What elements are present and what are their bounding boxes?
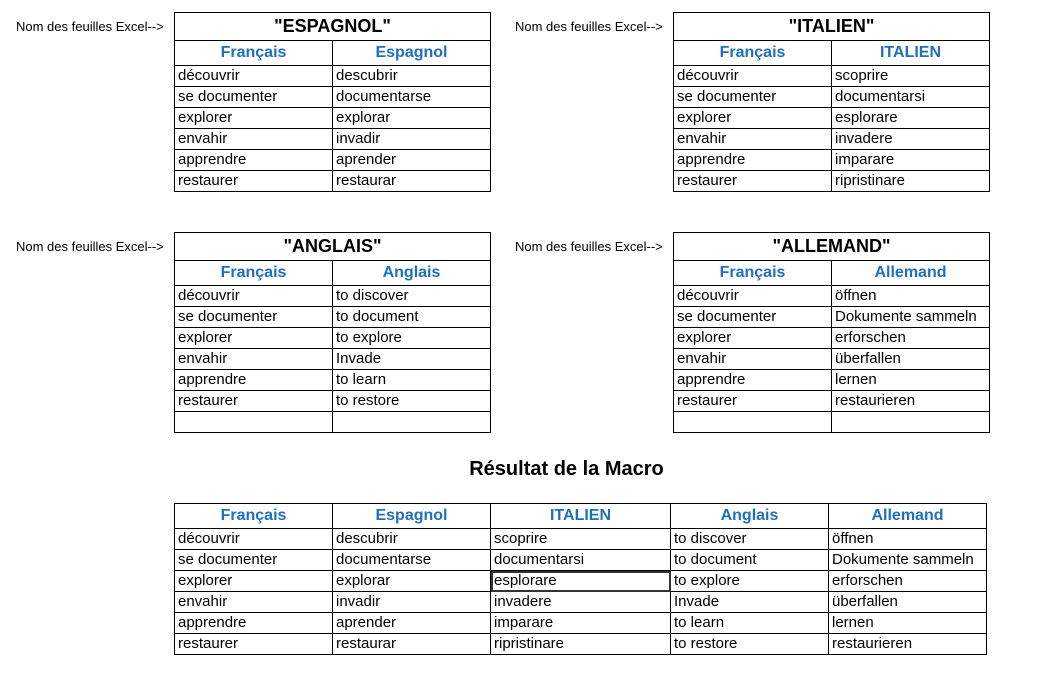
column-header[interactable]: ITALIEN bbox=[491, 504, 671, 529]
cell[interactable]: explorar bbox=[333, 108, 491, 129]
selected-cell[interactable]: esplorare bbox=[491, 571, 671, 592]
cell[interactable]: restaurer bbox=[674, 391, 832, 412]
table-row bbox=[175, 307, 491, 328]
cell[interactable]: erforschen bbox=[832, 328, 990, 349]
cell[interactable]: überfallen bbox=[832, 349, 990, 370]
column-header[interactable]: Français bbox=[674, 261, 832, 286]
table-row bbox=[674, 307, 990, 328]
cell[interactable]: to restore bbox=[671, 634, 829, 655]
cell[interactable]: envahir bbox=[674, 349, 832, 370]
cell[interactable]: invadir bbox=[333, 592, 491, 613]
cell[interactable] bbox=[674, 412, 832, 433]
table-row bbox=[674, 328, 990, 349]
column-header[interactable]: Français bbox=[175, 504, 333, 529]
table-row bbox=[175, 129, 491, 150]
column-header[interactable]: Français bbox=[175, 41, 333, 66]
table-row bbox=[674, 286, 990, 307]
cell[interactable]: découvrir bbox=[674, 286, 832, 307]
table-row bbox=[175, 592, 987, 613]
cell[interactable]: descubrir bbox=[333, 66, 491, 87]
cell[interactable]: to document bbox=[671, 550, 829, 571]
cell[interactable]: se documenter bbox=[175, 307, 333, 328]
table-row bbox=[674, 370, 990, 391]
cell[interactable]: se documenter bbox=[674, 307, 832, 328]
cell[interactable]: to learn bbox=[671, 613, 829, 634]
sheet-note-espagnol: Nom des feuilles Excel--> bbox=[16, 19, 164, 34]
cell[interactable]: imparare bbox=[832, 150, 990, 171]
cell[interactable]: explorer bbox=[674, 328, 832, 349]
cell[interactable]: envahir bbox=[175, 592, 333, 613]
column-header[interactable]: Allemand bbox=[829, 504, 987, 529]
cell[interactable]: to learn bbox=[333, 370, 491, 391]
table-row bbox=[674, 150, 990, 171]
table-row bbox=[674, 349, 990, 370]
cell[interactable]: documentarse bbox=[333, 87, 491, 108]
cell[interactable]: se documenter bbox=[175, 87, 333, 108]
table-row bbox=[175, 87, 491, 108]
table-row bbox=[175, 108, 491, 129]
column-header[interactable]: ITALIEN bbox=[832, 41, 990, 66]
cell[interactable] bbox=[175, 412, 333, 433]
table-italien bbox=[673, 12, 990, 192]
table-row bbox=[175, 328, 491, 349]
cell[interactable]: to discover bbox=[333, 286, 491, 307]
cell[interactable]: apprendre bbox=[175, 150, 333, 171]
cell[interactable]: esplorare bbox=[832, 108, 990, 129]
cell[interactable]: explorer bbox=[175, 328, 333, 349]
table-row bbox=[674, 171, 990, 192]
cell[interactable]: restaurar bbox=[333, 171, 491, 192]
table-row bbox=[175, 349, 491, 370]
table-result bbox=[174, 503, 987, 655]
column-header[interactable]: Espagnol bbox=[333, 41, 491, 66]
cell[interactable]: invadere bbox=[832, 129, 990, 150]
cell[interactable] bbox=[832, 412, 990, 433]
table-row bbox=[175, 550, 987, 571]
table-row bbox=[175, 391, 491, 412]
cell[interactable]: envahir bbox=[674, 129, 832, 150]
cell[interactable]: erforschen bbox=[829, 571, 987, 592]
cell[interactable]: documentarse bbox=[333, 550, 491, 571]
cell[interactable]: apprendre bbox=[175, 613, 333, 634]
cell[interactable]: scoprire bbox=[832, 66, 990, 87]
cell[interactable]: scoprire bbox=[491, 529, 671, 550]
table-anglais bbox=[174, 232, 491, 433]
cell[interactable]: imparare bbox=[491, 613, 671, 634]
cell[interactable] bbox=[333, 412, 491, 433]
cell[interactable]: documentarsi bbox=[832, 87, 990, 108]
table-row bbox=[674, 87, 990, 108]
table-row bbox=[175, 412, 491, 433]
cell[interactable]: explorer bbox=[175, 108, 333, 129]
cell[interactable]: ripristinare bbox=[832, 171, 990, 192]
cell[interactable]: découvrir bbox=[674, 66, 832, 87]
cell[interactable]: to discover bbox=[671, 529, 829, 550]
table-row bbox=[674, 412, 990, 433]
cell[interactable]: invadere bbox=[491, 592, 671, 613]
table-row bbox=[175, 150, 491, 171]
cell[interactable]: überfallen bbox=[829, 592, 987, 613]
cell[interactable]: Invade bbox=[671, 592, 829, 613]
cell[interactable]: documentarsi bbox=[491, 550, 671, 571]
cell[interactable]: restaurer bbox=[175, 634, 333, 655]
cell[interactable]: öffnen bbox=[829, 529, 987, 550]
table-title[interactable]: "ALLEMAND" bbox=[674, 233, 990, 261]
cell[interactable]: envahir bbox=[175, 129, 333, 150]
cell[interactable]: découvrir bbox=[175, 286, 333, 307]
sheet-note-allemand: Nom des feuilles Excel--> bbox=[515, 239, 663, 254]
cell[interactable]: restaurieren bbox=[829, 634, 987, 655]
table-row bbox=[674, 66, 990, 87]
cell[interactable]: öffnen bbox=[832, 286, 990, 307]
cell[interactable]: envahir bbox=[175, 349, 333, 370]
sheet-note-anglais: Nom des feuilles Excel--> bbox=[16, 239, 164, 254]
table-title[interactable]: "ANGLAIS" bbox=[175, 233, 491, 261]
cell[interactable]: restaurer bbox=[674, 171, 832, 192]
column-header[interactable]: Français bbox=[674, 41, 832, 66]
sheet-note-italien: Nom des feuilles Excel--> bbox=[515, 19, 663, 34]
cell[interactable]: to document bbox=[333, 307, 491, 328]
result-title: Résultat de la Macro bbox=[469, 458, 664, 480]
cell[interactable]: aprender bbox=[333, 613, 491, 634]
cell[interactable]: explorer bbox=[175, 571, 333, 592]
cell[interactable]: to restore bbox=[333, 391, 491, 412]
cell[interactable]: to explore bbox=[671, 571, 829, 592]
cell[interactable]: lernen bbox=[832, 370, 990, 391]
cell[interactable]: Invade bbox=[333, 349, 491, 370]
cell[interactable]: explorer bbox=[674, 108, 832, 129]
column-header[interactable]: Français bbox=[175, 261, 333, 286]
cell[interactable]: découvrir bbox=[175, 529, 333, 550]
table-row bbox=[175, 66, 491, 87]
table-row bbox=[175, 634, 987, 655]
table-row bbox=[674, 391, 990, 412]
cell[interactable]: Dokumente sammeln bbox=[832, 307, 990, 328]
table-title[interactable]: "ITALIEN" bbox=[674, 13, 990, 41]
column-header[interactable]: Espagnol bbox=[333, 504, 491, 529]
cell[interactable]: invadir bbox=[333, 129, 491, 150]
table-row bbox=[674, 108, 990, 129]
table-row bbox=[175, 571, 987, 592]
cell[interactable]: restaurar bbox=[333, 634, 491, 655]
cell[interactable]: se documenter bbox=[674, 87, 832, 108]
cell[interactable]: restaurer bbox=[175, 171, 333, 192]
cell[interactable]: découvrir bbox=[175, 66, 333, 87]
cell[interactable]: to explore bbox=[333, 328, 491, 349]
table-row bbox=[674, 129, 990, 150]
cell[interactable]: restaurer bbox=[175, 391, 333, 412]
cell[interactable]: se documenter bbox=[175, 550, 333, 571]
table-title[interactable]: "ESPAGNOL" bbox=[175, 13, 491, 41]
cell[interactable]: apprendre bbox=[674, 150, 832, 171]
cell[interactable]: lernen bbox=[829, 613, 987, 634]
column-header[interactable]: Allemand bbox=[832, 261, 990, 286]
cell[interactable]: ripristinare bbox=[491, 634, 671, 655]
table-row bbox=[175, 370, 491, 391]
column-header[interactable]: Anglais bbox=[671, 504, 829, 529]
cell[interactable]: apprendre bbox=[674, 370, 832, 391]
cell[interactable]: descubrir bbox=[333, 529, 491, 550]
cell[interactable]: apprendre bbox=[175, 370, 333, 391]
cell[interactable]: Dokumente sammeln bbox=[829, 550, 987, 571]
table-row bbox=[175, 171, 491, 192]
cell[interactable]: explorar bbox=[333, 571, 491, 592]
cell[interactable]: aprender bbox=[333, 150, 491, 171]
table-row bbox=[175, 613, 987, 634]
table-espagnol bbox=[174, 12, 491, 192]
table-row bbox=[175, 529, 987, 550]
cell[interactable]: restaurieren bbox=[832, 391, 990, 412]
table-allemand bbox=[673, 232, 990, 433]
table-row bbox=[175, 286, 491, 307]
column-header[interactable]: Anglais bbox=[333, 261, 491, 286]
